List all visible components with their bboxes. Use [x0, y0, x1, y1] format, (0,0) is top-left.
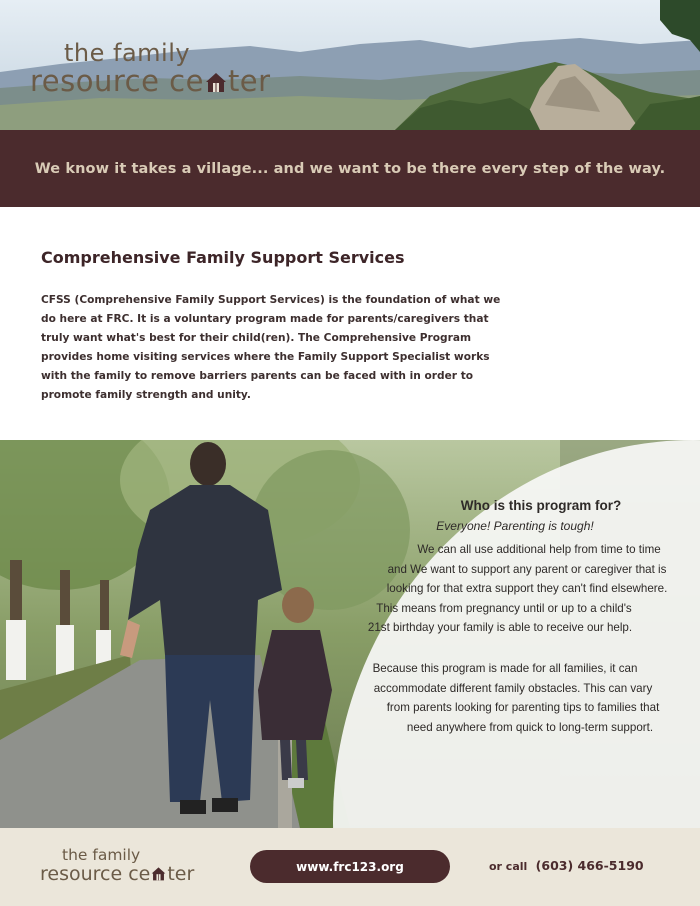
program-line: Because this program is made for all families, it can — [372, 661, 638, 675]
footer-logo-text-b: ter — [167, 863, 195, 885]
footer-logo-line-1: the family — [62, 846, 141, 864]
intro-paragraph: CFSS (Comprehensive Family Support Services) is the foundation of what we do here at FRC. It is a voluntary program made for parents/caregivers that truly want what's best for their child(ren). The Comprehensive Program provides home visiting services where the Family Support Specialist works with the family to remove barriers parents can be faced with in order to promote family strength and unity. — [41, 294, 501, 401]
website-link[interactable]: www.frc123.org — [250, 850, 450, 883]
footer — [0, 828, 700, 906]
program-heading: Who is this program for? — [460, 498, 622, 513]
tagline: We know it takes a village... and we want to be there every step of the way. — [34, 160, 666, 177]
program-line: 21st birthday your family is able to receive our help. — [367, 621, 633, 635]
call-prefix: or call — [489, 860, 528, 873]
program-line: accommodate different family obstacles. This can vary — [373, 681, 653, 695]
tagline-banner — [0, 130, 700, 207]
program-line: This means from pregnancy until or up to a child's — [376, 601, 632, 615]
logo-line-1: the family — [64, 39, 191, 67]
program-subheading: Everyone! Parenting is tough! — [436, 519, 594, 533]
phone-number: (603) 466-5190 — [535, 858, 644, 873]
footer-logo[interactable] — [40, 847, 194, 884]
program-line: looking for that extra support they can't find elsewhere. — [386, 582, 668, 596]
program-line: from parents looking for parenting tips to families that — [386, 701, 660, 715]
logo[interactable] — [30, 40, 271, 96]
program-line: We can all use additional help from time to time — [417, 543, 661, 556]
house-icon — [205, 71, 227, 93]
intro-section — [41, 248, 511, 405]
logo-text-b: ter — [227, 64, 271, 98]
phone-contact[interactable] — [489, 858, 644, 873]
program-info — [345, 498, 695, 737]
logo-line-2 — [30, 66, 271, 96]
intro-heading: Comprehensive Family Support Services — [41, 248, 405, 267]
photo-section — [0, 440, 700, 828]
logo-text-a: resource ce — [30, 64, 204, 98]
house-icon — [151, 866, 166, 881]
footer-logo-text-a: resource ce — [40, 863, 151, 885]
header-banner — [0, 0, 700, 130]
program-line: need anywhere from quick to long-term support. — [406, 720, 654, 734]
program-line: and We want to support any parent or caregiver that is — [387, 562, 667, 576]
footer-logo-line-2 — [40, 864, 194, 884]
